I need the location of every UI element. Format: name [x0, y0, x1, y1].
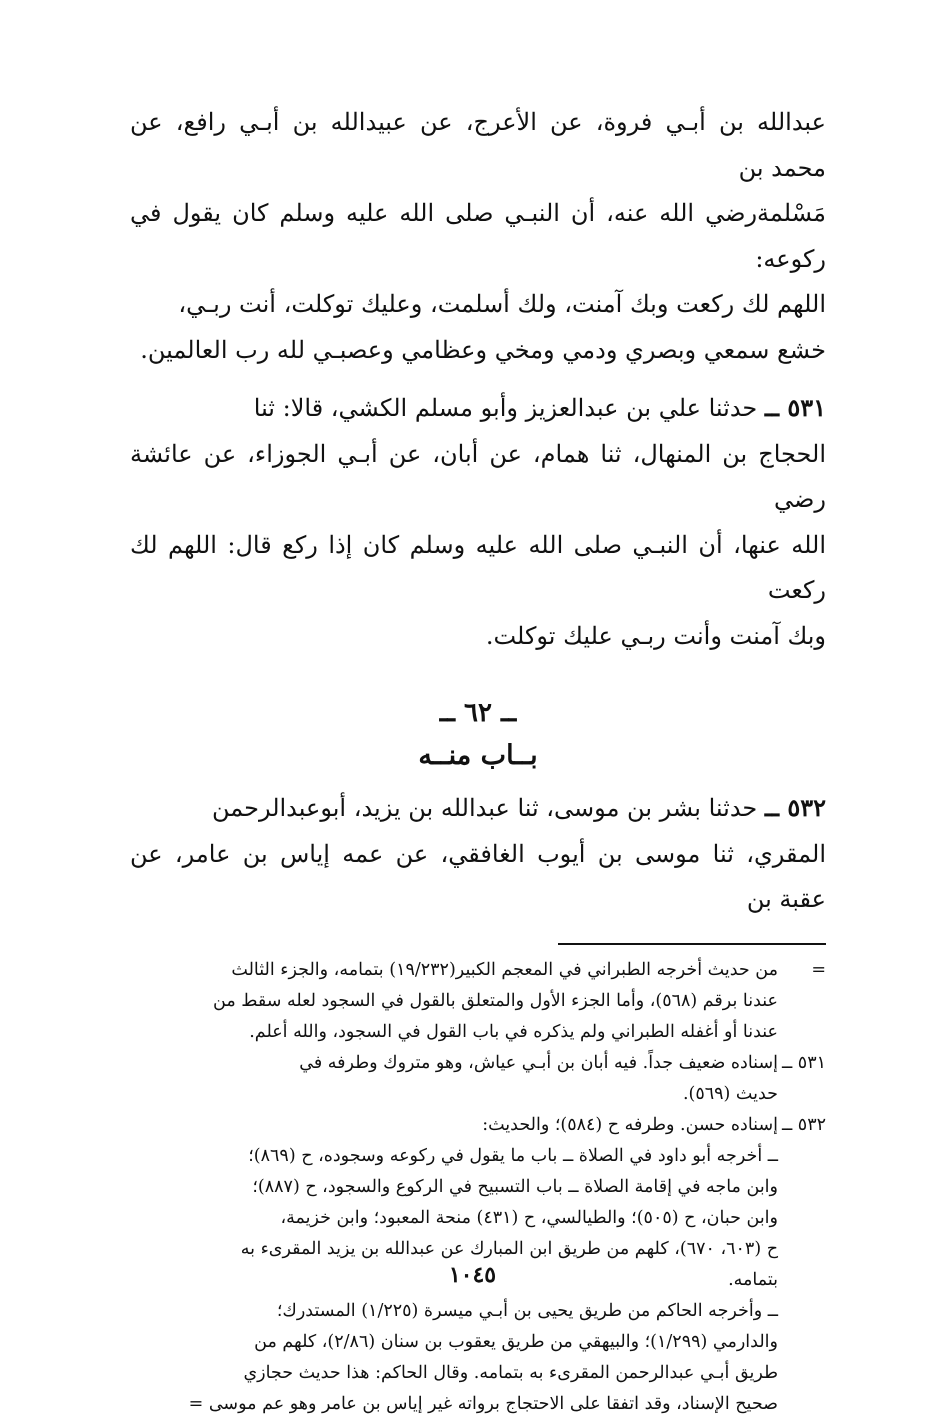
hadith-532-first-line — [130, 785, 826, 832]
footnote-line: إسناده حسن. وطرفه ح (٥٨٤)؛ والحديث: — [482, 1114, 778, 1135]
main-text-bottom — [130, 785, 826, 923]
footnote-line: ح (٦٠٣، ٦٧٠)، كلهم من طريق ابن المبارك عن عبدالله بن يزيد المقرىء به — [240, 1238, 778, 1259]
footnote-divider — [558, 943, 826, 945]
footnote-line: حديث (٥٦٩). — [682, 1083, 778, 1104]
text-line: حدثنا بشر بن موسى، ثنا عبدالله بن يزيد، أبوعبدالرحمن — [211, 794, 758, 822]
chapter-number: ــ ٦٢ ــ — [439, 698, 517, 728]
footnote-line: إسناده ضعيف جداً. فيه أبان بن أبـي عياش، وهو متروك وطرفه في — [299, 1052, 778, 1073]
main-text-top — [130, 100, 826, 659]
footnote-continued — [130, 955, 826, 1048]
text-line: عبدالله بن أبـي فروة، عن الأعرج، عن عبيدالله بن أبـي رافع، عن محمد بن — [130, 108, 826, 182]
hadith-531-first-line — [130, 385, 826, 432]
footnote-line: عندنا برقم (٥٦٨)، وأما الجزء الأول والمتعلق بالقول في السجود لعله سقط من — [213, 990, 778, 1011]
footnote-line: ــ أخرجه أبو داود في الصلاة ــ باب ما يقول في ركوعه وسجوده، ح (٨٦٩)؛ — [248, 1145, 778, 1166]
footnote-body — [130, 1048, 778, 1110]
footnote-number: ٥٣١ ــ — [781, 1052, 826, 1073]
footnote-body — [130, 955, 778, 1048]
footnote-marker: = — [811, 959, 826, 980]
chapter-title: بــاب منــه — [418, 740, 538, 771]
text-line: الحجاج بن المنهال، ثنا همام، عن أبان، عن أبـي الجوزاء، عن عائشة رضي — [130, 439, 826, 513]
page-number: ١٠٤٥ — [448, 1262, 497, 1288]
footnote-line: وابن حبان، ح (٥٠٥)؛ والطيالسي، ح (٤٣١) منحة المعبود؛ وابن خزيمة، — [280, 1207, 778, 1228]
footnote-line: وابن ماجه في إقامة الصلاة ــ باب التسبيح في الركوع والسجود، ح (٨٨٧)؛ — [252, 1176, 778, 1197]
footnote-line: طريق أبـي عبدالرحمن المقرىء به بتمامه. وقال الحاكم: هذا حديث حجازي — [243, 1362, 778, 1383]
footnote-line: والدارمي (١/٢٩٩)؛ والبيهقي من طريق يعقوب بن سنان (٢/٨٦)، كلهم من — [254, 1331, 778, 1352]
hadith-number-531: ٥٣١ ــ — [764, 393, 826, 422]
footnote-line: بتمامه. — [728, 1269, 778, 1290]
text-line: اللهم لك ركعت وبك آمنت، ولك أسلمت، وعليك توكلت، أنت ربـي، — [178, 290, 826, 318]
footnote-line: عندنا أو أغفله الطبراني ولم يذكره في باب القول في السجود، والله أعلم. — [249, 1021, 778, 1042]
chapter-heading — [130, 693, 826, 779]
text-line: حدثنا علي بن عبدالعزيز وأبو مسلم الكشي، قالا: ثنا — [253, 394, 758, 422]
footnote-531 — [130, 1048, 826, 1110]
footnotes — [130, 955, 826, 1420]
text-line: وبك آمنت وأنت ربـي عليك توكلت. — [485, 621, 826, 650]
book-page — [130, 100, 826, 1420]
footnote-line: من حديث أخرجه الطبراني في المعجم الكبير(١٩/٢٣٢) بتمامه، والجزء الثالث — [231, 959, 778, 980]
footnote-line: ــ وأخرجه الحاكم من طريق يحيى بن أبـي ميسرة (١/٢٢٥) المستدرك؛ — [276, 1300, 778, 1321]
text-line: خشع سمعي وبصري ودمي ومخي وعظامي وعصبـي لله رب العالمين. — [140, 335, 826, 364]
footnote-number: ٥٣٢ ــ — [781, 1114, 826, 1135]
text-line: المقري، ثنا موسى بن أيوب الغافقي، عن عمه إياس بن عامر، عن عقبة بن — [130, 839, 826, 913]
footnote-line: صحيح الإسناد، وقد اتفقا على الاحتجاج برواته غير إياس بن عامر وهو عم موسى = — [188, 1393, 778, 1414]
text-line: الله عنها، أن النبـي صلى الله عليه وسلم كان إذا ركع قال: اللهم لك ركعت — [130, 530, 826, 604]
text-line: مَسْلمةرضي الله عنه، أن النبـي صلى الله عليه وسلم كان يقول في ركوعه: — [130, 199, 826, 273]
hadith-number-532: ٥٣٢ ــ — [764, 793, 826, 822]
